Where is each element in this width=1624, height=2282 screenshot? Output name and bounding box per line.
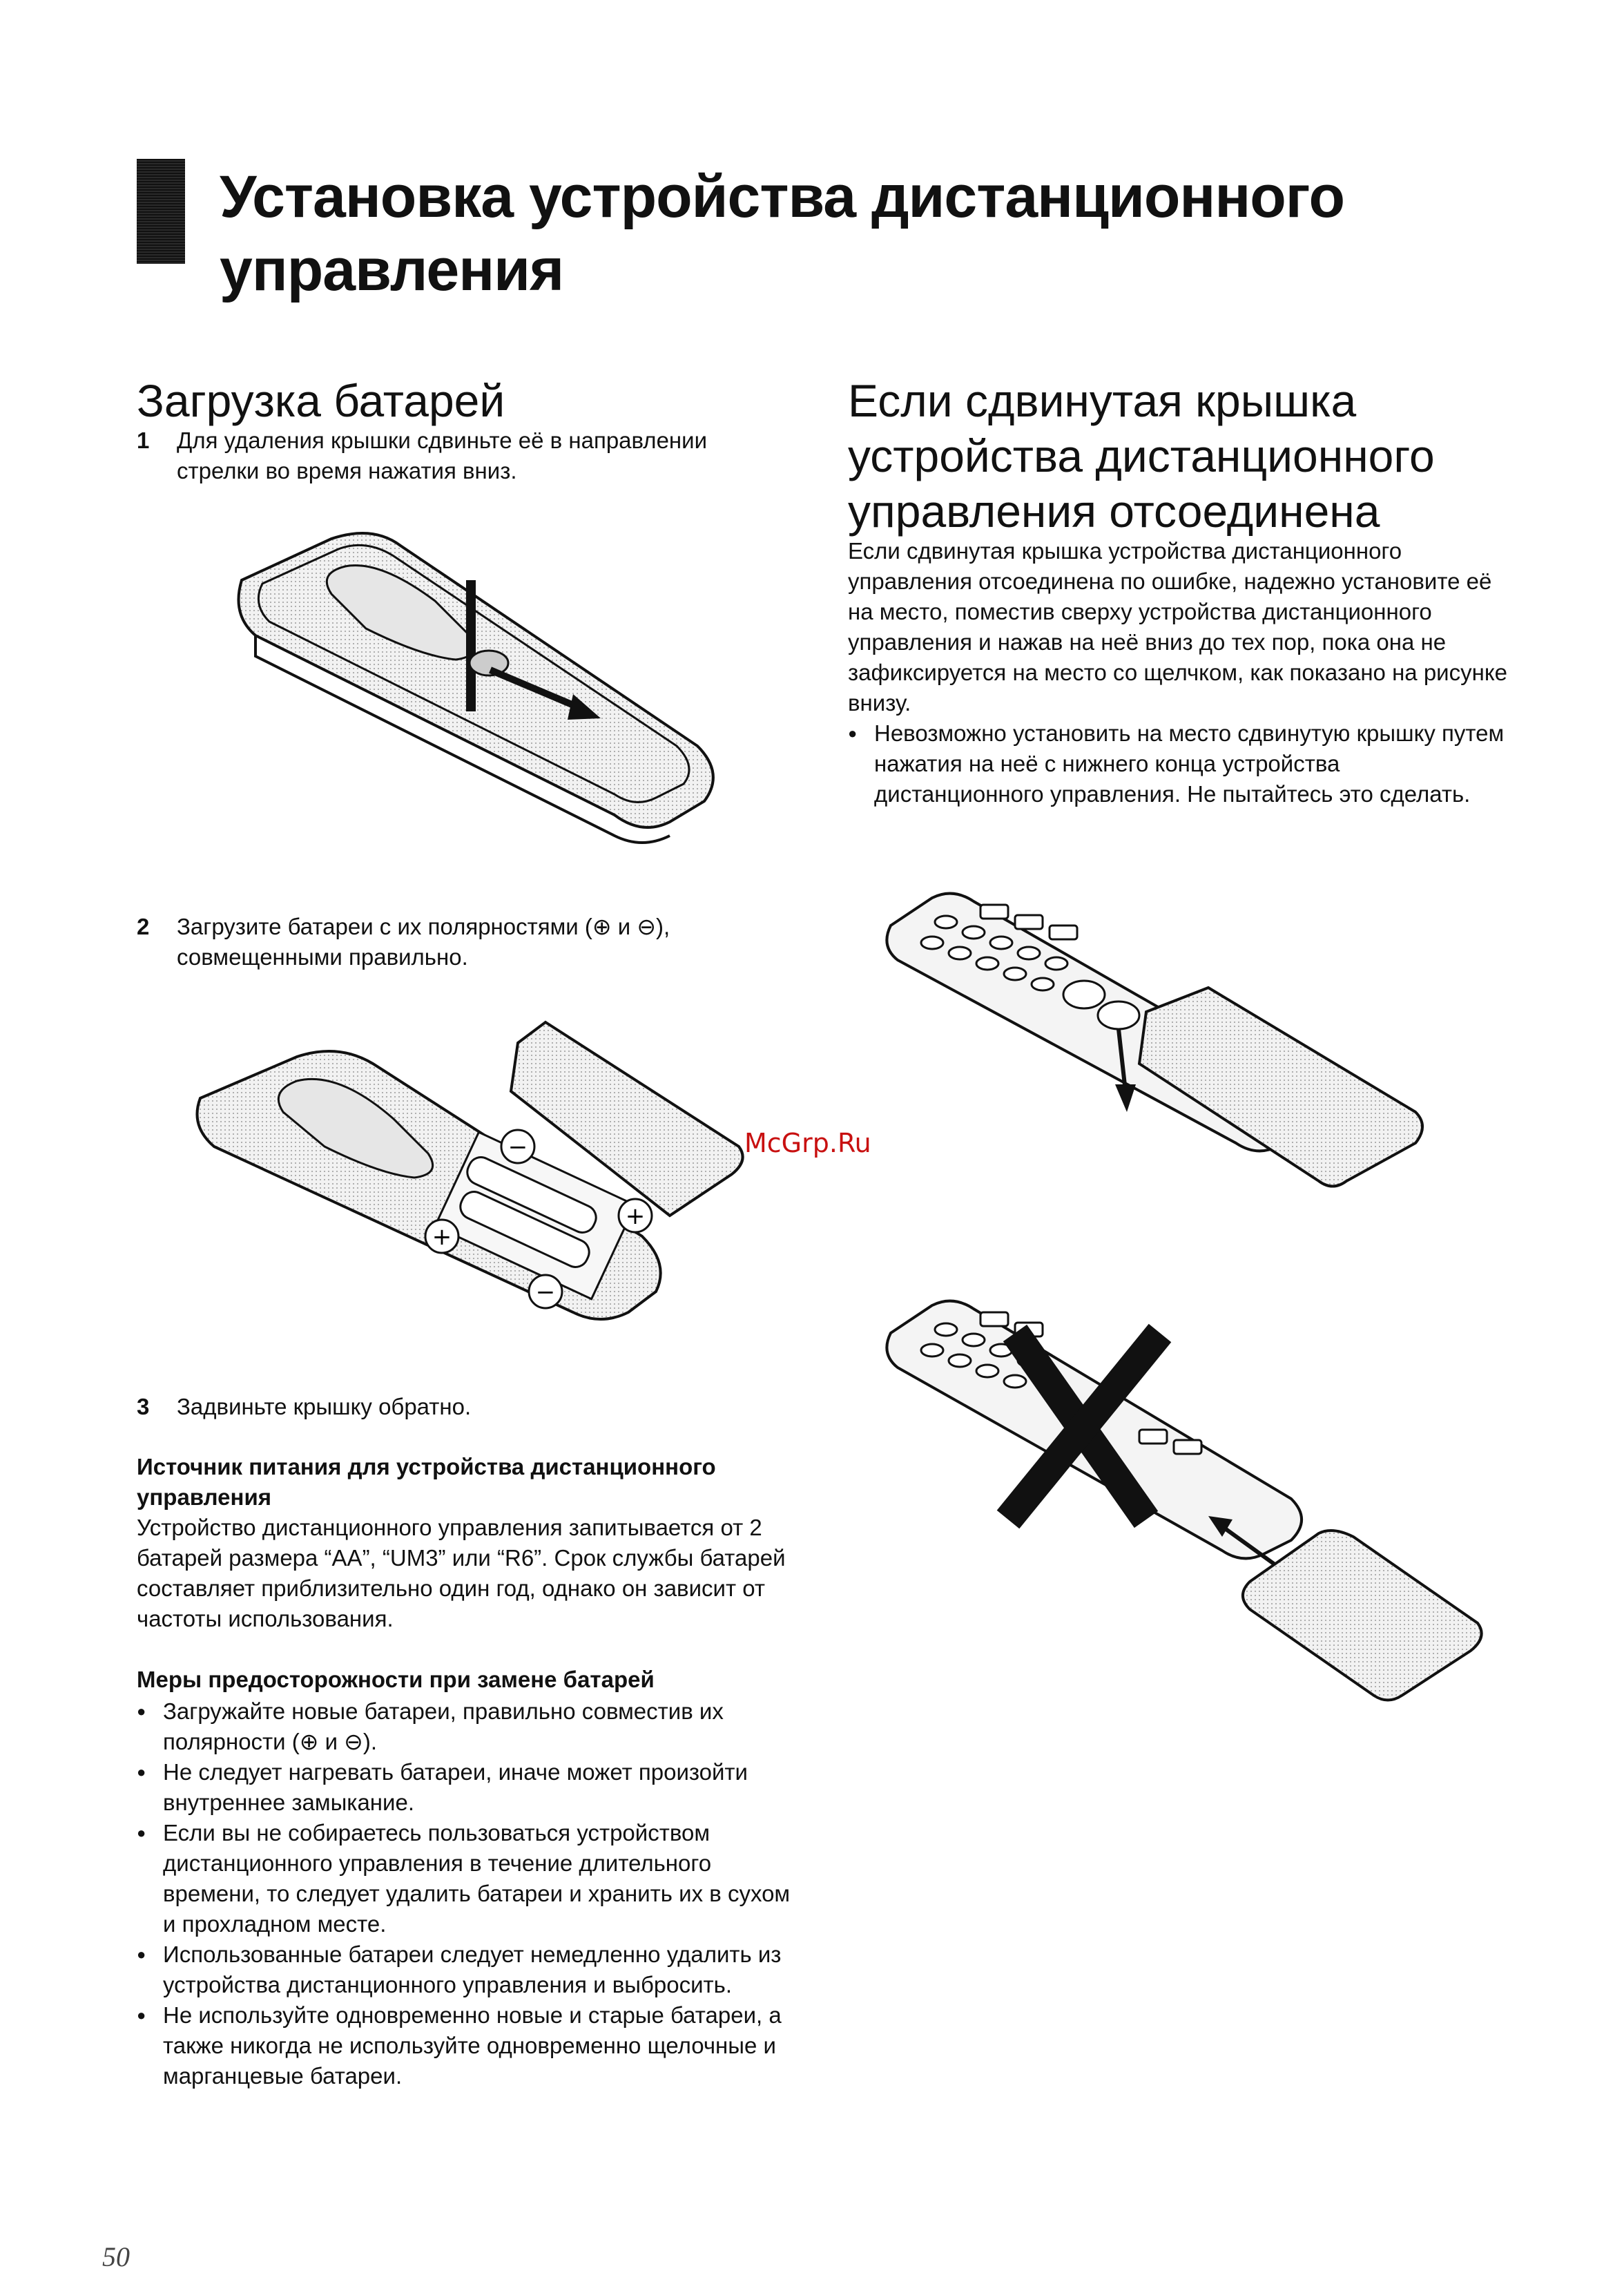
detached-cover-text: Если сдвинутая крышка устройства дистанционного управления отсоединена по ошибке, надежно установите её на место, поместив сверху устройства дистанционного управления и нажав на неё вниз до тех пор, пока она не зафиксируется на место со щелчком, как показано на рисунке внизу.	[848, 538, 1507, 716]
minus-marker-top-label: −	[508, 1133, 528, 1161]
cover-reattach-wrong-figure	[877, 1292, 1498, 1720]
detached-cover-note: ● Невозможно установить на место сдвинутую крышку путем нажатия на неё с нижнего конца устройства дистанционного управления. Не пытайтесь это сделать.	[848, 718, 1511, 809]
step-3-text: Задвиньте крышку обратно.	[177, 1394, 472, 1419]
plus-marker-left-label: +	[432, 1223, 452, 1251]
precaution-item: ● Если вы не собираетесь пользоваться устройством дистанционного управления в течение длительного времени, то следует удалить батареи и хранить их в сухом и прохладном месте.	[137, 1818, 800, 1939]
power-source-text: Устройство дистанционного управления запитывается от 2 батарей размера “AA”, “UM3” или “R6”. Срок службы батарей составляет приблизительно один год, однако он зависит от частоты использования.	[137, 1515, 786, 1631]
step-2-number: 2	[137, 914, 150, 939]
step-3	[137, 1392, 786, 1422]
power-source-heading: Источник питания для устройства дистанционного управления	[137, 1454, 716, 1510]
precautions-list	[137, 1696, 800, 2091]
title-marker-bar	[137, 159, 185, 264]
battery-loading-figure	[186, 1008, 753, 1368]
plus-marker-right-label: +	[625, 1202, 646, 1230]
detached-cover-notes	[848, 718, 1511, 809]
step-1	[137, 425, 786, 483]
page-number: 50	[102, 2241, 130, 2272]
precautions-heading: Меры предосторожности при замене батарей	[137, 1667, 655, 1692]
step-2-text: Загрузите батареи с их полярностями (⊕ и ⊖), совмещенными правильно.	[177, 914, 670, 970]
page-title: Установка устройства дистанционного управления	[220, 164, 1345, 303]
loading-batteries-heading: Загрузка батарей	[137, 375, 505, 426]
precaution-item: ● Использованные батареи следует немедленно удалить из устройства дистанционного управления и выбросить.	[137, 1939, 800, 2000]
step-3-number: 3	[137, 1394, 150, 1419]
precaution-item: ● Не используйте одновременно новые и старые батареи, а также никогда не используйте одновременно щелочные и марганцевые батареи.	[137, 2000, 800, 2091]
precaution-item: ● Загружайте новые батареи, правильно совместив их полярности (⊕ и ⊖).	[137, 1696, 800, 1757]
remote-cover-removal-figure	[228, 518, 725, 863]
step-2	[137, 912, 786, 970]
watermark: McGrp.Ru	[744, 1128, 871, 1158]
precaution-item: ● Не следует нагревать батареи, иначе может произойти внутреннее замыкание.	[137, 1757, 800, 1818]
step-1-text: Для удаления крышки сдвиньте её в направлении стрелки во время нажатия вниз.	[177, 428, 708, 483]
step-1-number: 1	[137, 428, 150, 453]
cover-reattach-correct-figure	[877, 884, 1498, 1243]
detached-cover-heading: Если сдвинутая крышка устройства дистанционного управления отсоединена	[848, 375, 1435, 537]
minus-marker-bottom-label: −	[535, 1278, 556, 1306]
